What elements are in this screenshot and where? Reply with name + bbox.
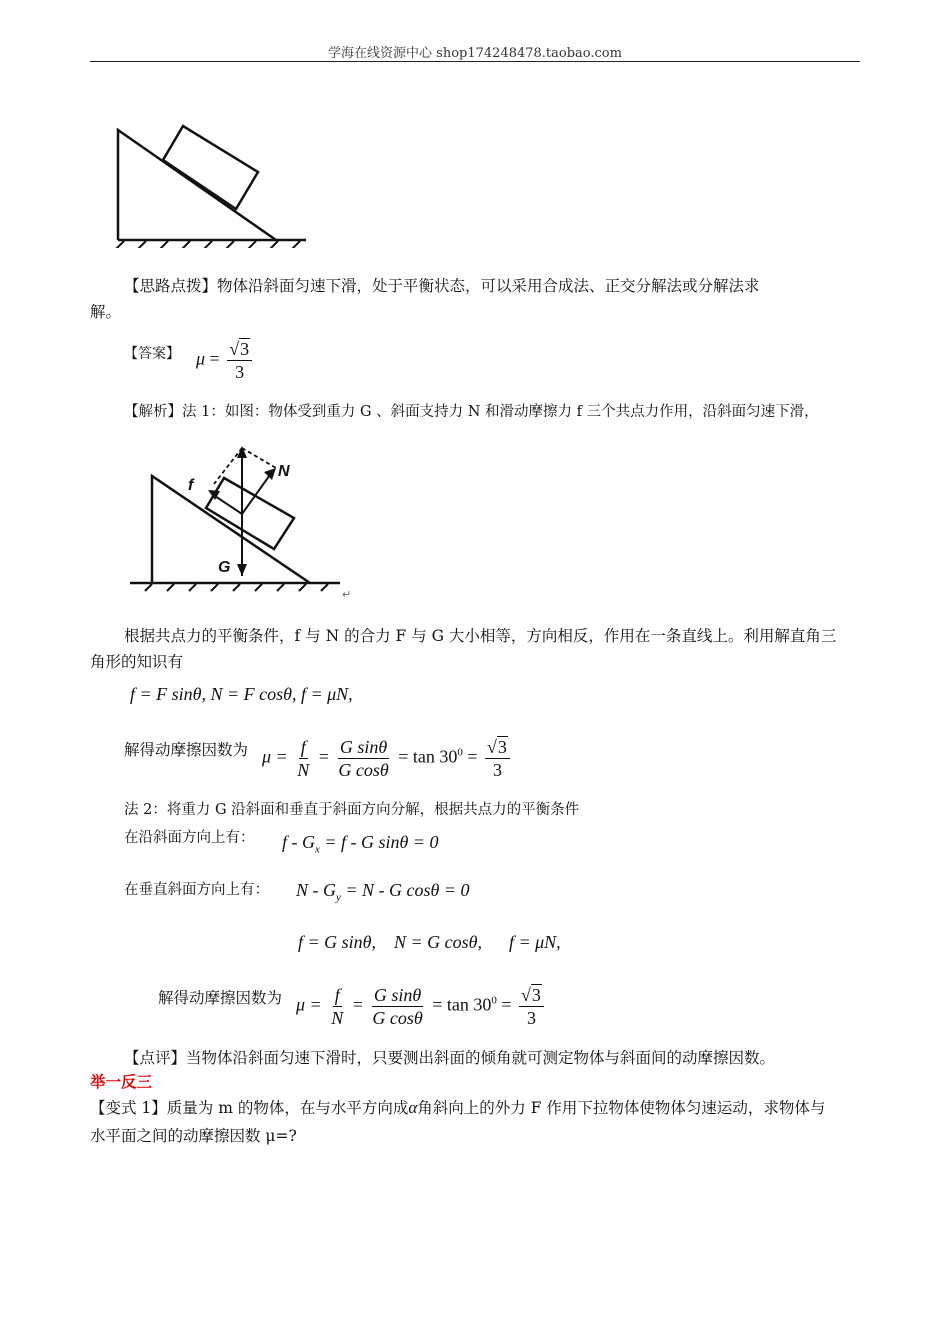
ground-hatching-2 xyxy=(145,584,328,591)
return-mark: ↵ xyxy=(342,588,352,601)
answer-fraction xyxy=(227,338,252,383)
solve-1-formula: μ = $\frac{f}{N}$ = $\frac{\text{G sinθ}}{\text{G cosθ}}$ = $\tan 30^0$ = $\frac{√3}{3}$ xyxy=(262,736,513,781)
block-on-incline-2 xyxy=(206,478,294,549)
answer-label: 【答案】 xyxy=(124,346,180,362)
incline-figure-1 xyxy=(110,118,310,248)
solve-1-tan: = tan 30 xyxy=(398,746,458,767)
solve-2-gsin: G sinθ xyxy=(373,985,422,1005)
solve-1-den: 3 xyxy=(492,760,502,780)
variant-line-2: 水平面之间的动摩擦因数 μ=? xyxy=(90,1127,297,1145)
solve-2-mu: μ = xyxy=(296,994,322,1015)
solve-1-num: 3 xyxy=(497,737,507,757)
analysis-line xyxy=(124,398,819,426)
variant-label: 【变式 1】 xyxy=(90,1099,167,1117)
normal-force-line xyxy=(242,472,272,514)
solve-2-frac-sqrt: $\frac{√3}{3}$ xyxy=(519,984,544,1029)
variant-line-1 xyxy=(90,1094,825,1122)
force-diagram-figure-2 xyxy=(128,436,358,606)
label-G: G xyxy=(218,559,231,576)
label-N: N xyxy=(278,463,290,480)
equation-3: f = G sinθ, N = G cosθ, f = μN, xyxy=(298,932,561,952)
comment-line xyxy=(124,1044,775,1072)
section-title: 举一反三 xyxy=(90,1072,153,1091)
page-header: 学海在线资源中心 shop174248478.taobao.com xyxy=(328,46,622,61)
block-on-incline xyxy=(163,126,258,209)
solve-2-deg: 0 xyxy=(491,994,497,1007)
analysis-label: 【解析】 xyxy=(124,404,182,420)
label-f: f xyxy=(188,477,194,494)
perp-label: 在垂直斜面方向上有： xyxy=(124,882,269,898)
along-equation: $f - G_x = f - G$ sinθ = 0 xyxy=(282,832,439,856)
normal-arrowhead xyxy=(264,468,276,480)
solve-1-gcos: G cosθ xyxy=(338,760,389,780)
solve-1-gsin: G sinθ xyxy=(339,737,388,757)
tips-line-1 xyxy=(124,272,760,300)
tips-label: 【思路点拨】 xyxy=(124,277,218,295)
solve-1-N: N xyxy=(297,760,310,780)
balance-line-1: 根据共点力的平衡条件，f 与 N 的合力 F 与 G 大小相等，方向相反，作用在一条直线上。利用解直角三 xyxy=(124,627,837,645)
solve-2-f: f xyxy=(334,985,340,1005)
answer-eq: = xyxy=(209,348,220,369)
solve-1-frac-G xyxy=(336,736,390,781)
solve-2-den: 3 xyxy=(526,1008,536,1028)
tips-line-2: 解。 xyxy=(90,303,122,321)
comment-text: 当物体沿斜面匀速下滑时，只要测出斜面的倾角就可测定物体与斜面间的动摩擦因数。 xyxy=(186,1049,776,1067)
answer-mu: μ xyxy=(196,348,206,369)
comment-label: 【点评】 xyxy=(124,1049,187,1067)
tips-text: 物体沿斜面匀速下滑，处于平衡状态，可以采用合成法、正交分解法或分解法求 xyxy=(217,277,760,295)
solve-2-N: N xyxy=(331,1008,344,1028)
along-label: 在沿斜面方向上有： xyxy=(124,830,255,846)
solve-1-mu: μ = xyxy=(262,746,288,767)
solve-1-f: f xyxy=(300,737,306,757)
solve-2-tan: = tan 30 xyxy=(432,994,492,1015)
variant-alpha: α xyxy=(408,1098,418,1117)
answer-formula xyxy=(196,338,255,383)
gravity-arrowhead xyxy=(237,564,247,576)
solve-1-frac-sqrt: $\frac{√3}{3}$ xyxy=(485,736,510,781)
method-2-line: 法 2：将重力 G 沿斜面和垂直于斜面方向分解，根据共点力的平衡条件 xyxy=(124,802,580,818)
analysis-text: 法 1：如图：物体受到重力 G 、斜面支持力 N 和滑动摩擦力 f 三个共点力作用，沿斜面匀速下滑， xyxy=(182,404,819,420)
resultant-arrowhead xyxy=(237,446,247,458)
solve-1-text: 解得动摩擦因数为 xyxy=(124,741,249,759)
solve-1-frac-fN xyxy=(295,736,311,781)
solve-2-frac-G xyxy=(370,984,424,1029)
answer-numerator: √3 xyxy=(227,338,252,361)
variant-text-b: 角斜向上的外力 F 作用下拉物体使物体匀速运动，求物体与 xyxy=(417,1099,826,1117)
ground-hatching xyxy=(116,241,300,248)
solve-2-frac-fN xyxy=(329,984,345,1029)
perp-equation: $N - G_y = N - G$ cosθ = 0 xyxy=(296,880,470,904)
incline-triangle xyxy=(118,130,276,240)
solve-1-eq: = xyxy=(467,746,478,767)
solve-2-text: 解得动摩擦因数为 xyxy=(158,989,283,1007)
balance-line-2: 角形的知识有 xyxy=(90,653,184,671)
solve-2-num: 3 xyxy=(531,985,541,1005)
header-rule xyxy=(90,61,860,62)
solve-2-eq: = xyxy=(501,994,512,1015)
solve-1-deg: 0 xyxy=(457,746,463,759)
equation-1: f = F sinθ, N = F cosθ, f = μN, xyxy=(130,684,353,704)
solve-2-formula: μ = $\frac{f}{N}$ = $\frac{\text{G sinθ}}{\text{G cosθ}}$ = $\tan 30^0$ = $\frac{√3}{3}$ xyxy=(296,984,547,1029)
variant-text-a: 质量为 m 的物体，在与水平方向成 xyxy=(166,1099,409,1117)
solve-2-gcos: G cosθ xyxy=(372,1008,423,1028)
answer-denominator: 3 xyxy=(235,362,245,382)
